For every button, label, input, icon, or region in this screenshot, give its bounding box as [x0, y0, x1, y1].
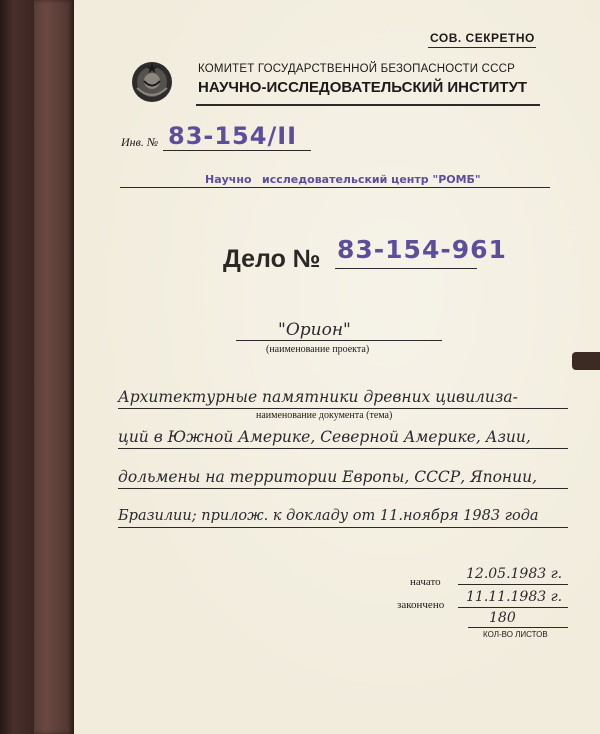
project-name-underline	[236, 340, 442, 341]
org-name-line2: НАУЧНО-ИССЛЕДОВАТЕЛЬСКИЙ ИНСТИТУТ	[198, 79, 528, 96]
document-title-line-3: дольмены на территории Европы, СССР, Японии,	[118, 468, 538, 486]
started-label: начато	[410, 576, 441, 588]
classification-underline	[428, 47, 536, 48]
org-name-line1: КОМИТЕТ ГОСУДАРСТВЕННОЙ БЕЗОПАСНОСТИ СССР	[198, 63, 515, 75]
started-date-underline	[458, 584, 568, 585]
research-center-stamp-a: Научно	[205, 173, 252, 186]
sheet-count: 180	[489, 610, 516, 626]
ussr-state-emblem-icon	[130, 60, 174, 104]
document-title-rule-2	[118, 448, 568, 449]
finished-date: 11.11.1983 г.	[466, 589, 563, 605]
document-title-line-1: Архитектурные памятники древних цивилиза-	[118, 388, 518, 406]
finished-date-underline	[458, 607, 568, 608]
folder-cover-edge	[34, 0, 74, 734]
sheet-count-underline	[468, 627, 568, 628]
project-name: "Орион"	[278, 320, 351, 340]
research-center-stamp-b: исследовательский центр "РОМБ"	[262, 173, 481, 186]
document-title-rule-1	[118, 408, 568, 409]
research-center-underline	[120, 187, 550, 188]
started-date: 12.05.1983 г.	[466, 566, 563, 582]
folder-tie-strap	[572, 352, 600, 370]
inventory-underline	[163, 150, 311, 151]
document-title-rule-3	[118, 488, 568, 489]
inventory-label: Инв. №	[121, 135, 159, 149]
classification-label: СОВ. СЕКРЕТНО	[430, 31, 535, 45]
document-title-line-4: Бразилии; прилож. к докладу от 11.ноября 1983 года	[118, 508, 539, 524]
finished-label: закончено	[397, 599, 445, 611]
case-label: Дело №	[223, 245, 321, 273]
sheet-count-caption: КОЛ-ВО ЛИСТОВ	[483, 630, 548, 639]
document-title-caption: наименование документа (тема)	[256, 410, 393, 421]
folder-spine	[0, 0, 34, 734]
header-rule	[196, 104, 540, 106]
case-number-stamp: 83-154-961	[337, 235, 507, 264]
document-page	[74, 0, 600, 734]
inventory-number-stamp: 83-154/II	[168, 122, 298, 150]
document-title-rule-4	[118, 527, 568, 528]
project-name-caption: (наименование проекта)	[266, 344, 370, 355]
document-title-line-2: ций в Южной Америке, Северной Америке, Азии,	[118, 428, 531, 446]
case-number-underline	[335, 268, 477, 269]
